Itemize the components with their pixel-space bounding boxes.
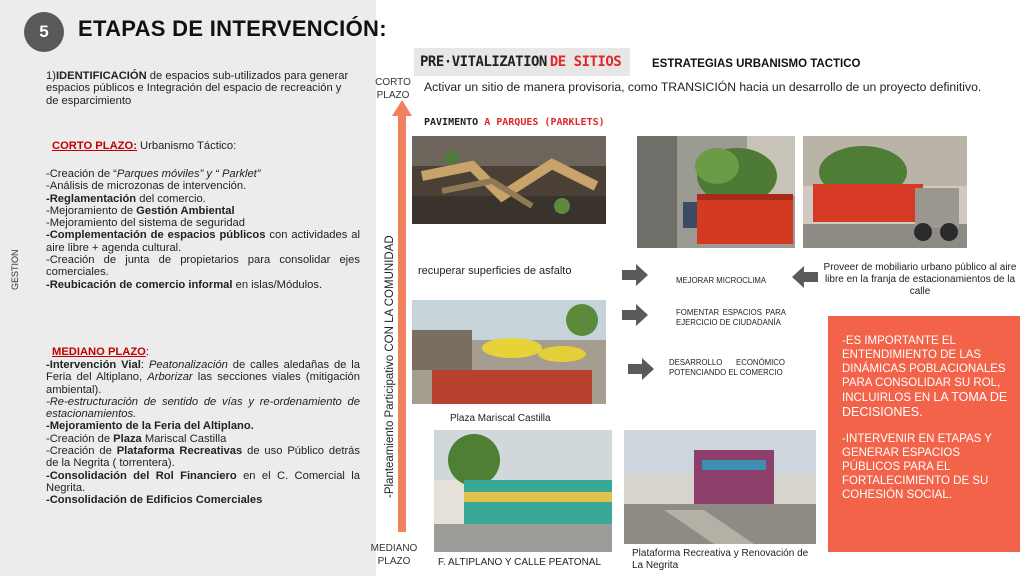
callout-paragraph-2: -INTERVENIR EN ETAPAS Y GENERAR ESPACIOS PÚBLICOS PARA EL FORTALECIMIENTO DE SU COHESIÓN SOCIAL. — [842, 433, 992, 501]
list-item: -Consolidación del Rol Financiero en el C. Comercial la Negrita. — [46, 469, 360, 494]
logo-text-a: PRE·VITALIZATION — [420, 54, 547, 70]
list-item: -Consolidación de Edificios Comerciales — [46, 494, 263, 507]
list-item: -Mejoramiento del sistema de seguridad — [46, 217, 245, 230]
timeline-arrow-shaft — [398, 112, 406, 532]
identificacion-intro — [46, 70, 356, 107]
list-item: -Creación de junta de propietarios para consolidar ejes comerciales. — [46, 254, 360, 279]
slide-number-badge: 5 — [24, 12, 64, 52]
benefit-ciudadania: FOMENTAR ESPACIOS PARA EJERCICIO DE CIUDADANÍA — [676, 308, 786, 327]
corto-plazo-list — [46, 168, 360, 291]
list-item: -Intervención Vial: Peatonalización de calles aledañas de la Feria del Altiplano, Arborizar las secciones viales (mitigación ambiental). — [46, 359, 360, 396]
list-item: -Creación de Plataforma Recreativas de uso Público detrás de la Negrita ( torrentera). — [46, 445, 360, 470]
caption-altiplano: F. ALTIPLANO Y CALLE PEATONAL — [438, 557, 602, 568]
intro-text: de espacios sub-utilizados para generar espacios públicos e Integración del espacio de recreación y de esparcimiento — [46, 70, 349, 107]
caption-negrita: Plataforma Recreativa y Renovación de La Negrita — [632, 548, 809, 571]
timeline-bottom-label: MEDIANO PLAZO — [370, 543, 418, 567]
arrow-right-icon — [622, 264, 648, 286]
caption-proveer: Proveer de mobiliario urbano público al aire libre en la franja de estacionamientos de la calle — [823, 262, 1017, 297]
pre-vitalization-logo — [414, 48, 630, 76]
corto-plazo-subheading: Urbanismo Táctico: — [136, 140, 237, 152]
arrow-right-icon — [628, 358, 654, 380]
list-item: -Mejoramiento de la Feria del Altiplano. — [46, 420, 254, 433]
page-title: ETAPAS DE INTERVENCIÓN: — [78, 16, 387, 41]
mediano-plazo-heading-line: MEDIANO PLAZO: — [52, 346, 149, 358]
arrow-left-icon — [792, 266, 818, 288]
list-item: -Re-estructuración de sentido de vías y re-ordenamiento de estacionamientos. — [46, 395, 360, 421]
timeline-top-label: CORTO PLAZO — [375, 77, 411, 101]
corto-plazo-heading: CORTO PLAZO: — [52, 140, 137, 152]
caption-asfalto: recuperar superficies de asfalto — [418, 265, 572, 277]
list-item: -Reubicación de comercio informal en islas/Módulos. — [46, 278, 323, 291]
intro-bold: IDENTIFICACIÓN — [55, 70, 147, 82]
list-item: -Creación de Plaza Mariscal Castilla — [46, 432, 227, 445]
list-item: -Análisis de microzonas de intervención. — [46, 180, 247, 193]
strategy-title: ESTRATEGIAS URBANISMO TACTICO — [652, 58, 861, 70]
planter-photo — [637, 136, 795, 248]
arrow-right-icon — [622, 304, 648, 326]
logo-text-b: DE SITIOS — [549, 54, 622, 70]
corto-plazo-heading-line — [52, 140, 362, 152]
mediano-plazo-heading: MEDIANO PLAZO — [52, 346, 146, 358]
feria-altiplano-photo — [434, 430, 612, 552]
timeline-vertical-label: -Planteamiento Participativo CON LA COMUNIDAD — [384, 235, 396, 498]
caption-plaza: Plaza Mariscal Castilla — [450, 413, 551, 424]
parklet-aerial-photo — [412, 136, 606, 224]
list-item: -Mejoramiento de Gestión Ambiental — [46, 204, 235, 217]
list-item: -Reglamentación del comercio. — [46, 192, 206, 205]
side-label-gestion: GESTION — [10, 249, 20, 290]
callout-box — [828, 316, 1020, 552]
plaza-photo — [412, 300, 606, 404]
la-negrita-photo — [624, 430, 816, 544]
benefit-microclima: MEJORAR MICROCLIMA — [676, 276, 767, 285]
parklets-label: PAVIMENTO A PARQUES (PARKLETS) — [424, 117, 605, 128]
callout-paragraph-1: -ES IMPORTANTE EL ENTENDIMIENTO DE LAS DINÁMICAS POBLACIONALES PARA CONSOLIDAR SU ROL, INCLUIRLOS EN LA TOMA DE DECISIONES. — [842, 335, 1008, 419]
list-item: -Creación de “Parques móviles” y “ Parklet” — [46, 168, 261, 180]
truck-container-photo — [803, 136, 967, 248]
timeline-arrow-head-icon — [392, 100, 412, 116]
mediano-plazo-list — [46, 359, 360, 507]
benefit-desarrollo: DESARROLLO ECONÓMICO POTENCIANDO EL COMERCIO — [669, 358, 785, 377]
intro-number: 1) — [46, 70, 56, 82]
strategy-intro: Activar un sitio de manera provisoria, como TRANSICIÓN hacia un desarrollo de un proyecto definitivo. — [424, 80, 982, 94]
list-item: -Complementación de espacios públicos con actividades al aire libre + agenda cultural. — [46, 229, 360, 254]
